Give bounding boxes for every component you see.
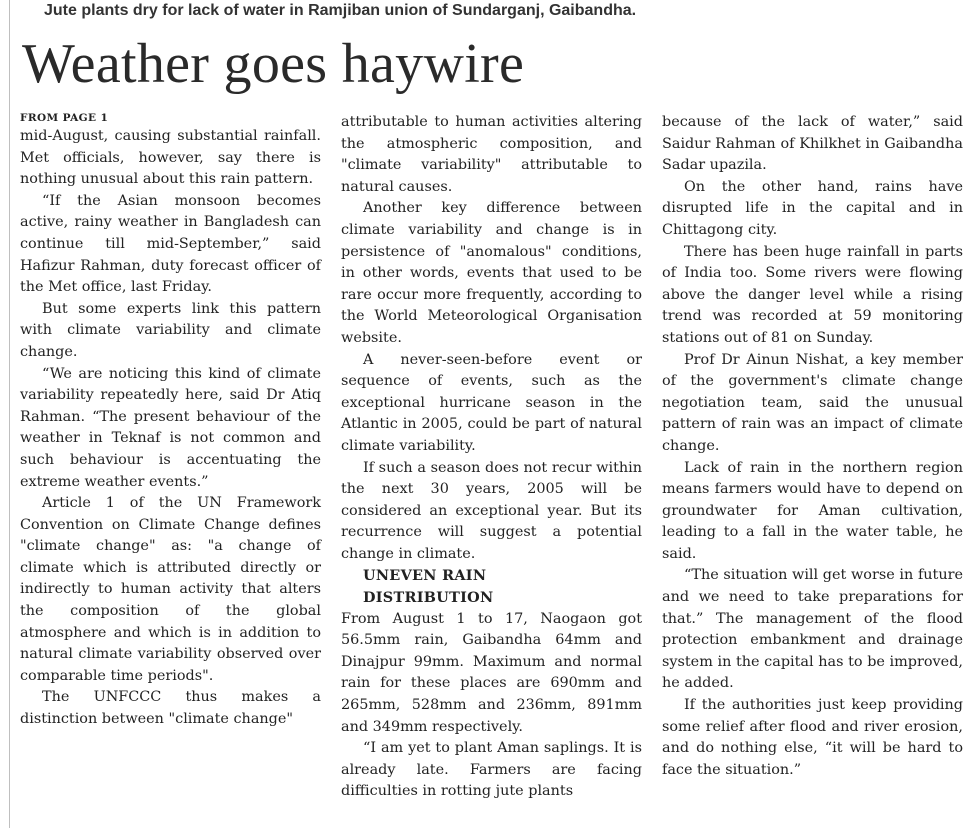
paragraph: mid-August, causing substantial rainfall. Met officials, however, say there is nothing unusual about this rain pattern. [20,128,321,188]
subheading: DISTRIBUTION [363,589,494,607]
article-column-3 [662,112,963,781]
jump-line: FROM PAGE 1 [20,112,109,124]
paragraph: “We are noticing this kind of climate variability repeatedly here, said Dr Atiq Rahman. “The present behaviour of the weather in Teknaf is not common and such behaviour is accentuating the extreme weather events.” [20,365,321,490]
paragraph: If such a season does not recur within the next 30 years, 2005 will be considered an exceptional year. But its recurrence will suggest a potential change in climate. [341,459,642,562]
paragraph: On the other hand, rains have disrupted life in the capital and in Chittagong city. [662,178,963,238]
paragraph: Article 1 of the UN Framework Convention on Climate Change defines "climate change" as: "a change of climate which is attributed directly or indirectly to human activity that alters the composition of the global atmosphere and which is in addition to natural climate variability observed over comparable time periods". [20,495,321,684]
paragraph: Prof Dr Ainun Nishat, a key member of the government's climate change negotiation team, said the unusual pattern of rain was an impact of climate change. [662,351,963,454]
article-column-1 [20,112,321,731]
paragraph: Another key difference between climate variability and change is in persistence of "anomalous" conditions, in other words, events that used to be rare occur more frequently, according to the World Meteorological Organisation website. [341,200,642,346]
paragraph: because of the lack of water,” said Saidur Rahman of Khilkhet in Gaibandha Sadar upazila. [662,114,963,174]
paragraph: “The situation will get worse in future and we need to take preparations for that.” The management of the flood protection embankment and drainage system in the capital has to be improved, he added. [662,567,963,692]
page-left-rule [9,0,10,828]
subheading: UNEVEN RAIN [363,567,487,585]
paragraph: “If the Asian monsoon becomes active, rainy weather in Bangladesh can continue till mid-September,” said Hafizur Rahman, duty forecast officer of the Met office, last Friday. [20,192,321,296]
headline: Weather goes haywire [22,33,525,95]
paragraph: Lack of rain in the northern region means farmers would have to depend on groundwater for Aman cultivation, leading to a fall in the water table, he said. [662,459,963,562]
paragraph: The UNFCCC thus makes a distinction between "climate change" [20,689,321,728]
article-column-2 [341,112,642,803]
paragraph: There has been huge rainfall in parts of India too. Some rivers were flowing above the danger level while a rising trend was recorded at 59 monitoring stations out of 81 on Sunday. [662,243,963,346]
paragraph: If the authorities just keep providing some relief after flood and river erosion, and do nothing else, “it will be hard to face the situation.” [662,697,963,778]
paragraph: A never-seen-before event or sequence of events, such as the exceptional hurricane season in the Atlantic in 2005, could be part of natural climate variability. [341,351,642,454]
paragraph: From August 1 to 17, Naogaon got 56.5mm rain, Gaibandha 64mm and Dinajpur 99mm. Maximum and normal rain for these places are 690mm and 265mm, 528mm and 236mm, 891mm and 349mm respectively. [341,610,642,735]
paragraph: “I am yet to plant Aman saplings. It is already late. Farmers are facing difficulties in rotting jute plants [341,740,642,800]
photo-caption: Jute plants dry for lack of water in Ramjiban union of Sundarganj, Gaibandha. [44,2,637,19]
paragraph: But some experts link this pattern with climate variability and climate change. [20,300,321,360]
paragraph: attributable to human activities altering the atmospheric composition, and "climate variability" attributable to natural causes. [341,114,642,195]
